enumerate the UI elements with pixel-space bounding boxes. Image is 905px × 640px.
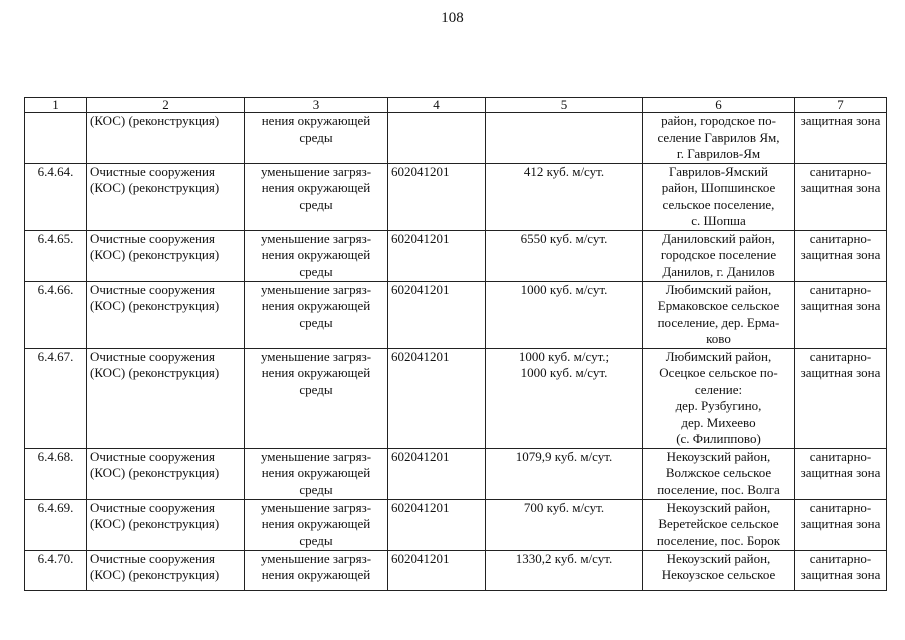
table-row [25,113,887,164]
cell-text: 6.4.64. [37,163,74,179]
code-cell [388,448,486,499]
cell-text: 6.4.65. [37,230,74,246]
object-name-cell [87,163,245,230]
cell-line: сельское поселение, [662,196,775,212]
cell-text: 602041201 [391,448,450,464]
cell-text: 6.4.68. [37,448,74,464]
cell-line: селение Гаврилов Ям, [657,129,780,145]
cell-line: нения окружающей [261,247,371,262]
cell-line: среды [299,481,333,497]
cell-line: санитарно- [809,550,872,566]
code-cell [388,499,486,550]
cell-line: (КОС) (реконструкция) [90,365,220,380]
row-number-cell [25,348,87,448]
cell-line: нения окружающей [261,465,371,480]
location-cell [643,348,795,448]
page-number: 108 [441,10,464,26]
zone-cell [795,281,887,348]
column-header: 5 [486,98,643,113]
cell-line: Некоузский район, [666,499,771,515]
cell-line: (КОС) (реконструкция) [90,567,220,582]
cell-text: 6.4.70. [37,550,74,566]
purpose-cell [245,448,388,499]
cell-line: среды [299,263,333,279]
code-cell [388,281,486,348]
table-row [25,448,887,499]
cell-line: поселение, дер. Ерма- [657,314,780,330]
zone-cell [795,113,887,164]
purpose-cell [245,550,388,590]
cell-line: уменьшение загряз- [260,499,372,515]
row-number-cell [25,281,87,348]
object-name-cell [87,448,245,499]
cell-line: поселение, пос. Борок [656,532,781,548]
cell-line: Очистные сооружения [90,348,215,364]
code-cell [388,230,486,281]
cell-line: (КОС) (реконструкция) [90,113,220,128]
cell-line: Очистные сооружения [90,281,215,297]
cell-text: 602041201 [391,163,450,179]
column-header: 4 [388,98,486,113]
cell-text: 6.4.67. [37,348,74,364]
cell-line: среды [299,196,333,212]
object-name-cell [87,113,245,164]
cell-line: нения окружающей [261,365,371,380]
cell-line: защитная зона [800,365,881,380]
capacity-cell [486,499,643,550]
cell-line: 6550 куб. м/сут. [520,230,608,246]
cell-line: (КОС) (реконструкция) [90,180,220,195]
cell-line: уменьшение загряз- [260,163,372,179]
cell-line: поселение, пос. Волга [657,481,780,497]
object-name-cell [87,281,245,348]
cell-line: Некоузский район, [666,550,771,566]
cell-line: среды [299,532,333,548]
cell-line: (КОС) (реконструкция) [90,516,220,531]
cell-line: Данилов, г. Данилов [662,263,775,279]
cell-line: санитарно- [809,348,872,364]
object-name-cell [87,550,245,590]
row-number-cell [25,113,87,164]
column-number-row [25,98,887,113]
cell-line: Некоузское сельское [661,567,776,582]
column-header: 1 [25,98,87,113]
row-number-cell [25,163,87,230]
table-body [25,113,887,591]
cell-line: нения окружающей [261,180,371,195]
capacity-cell [486,348,643,448]
table-row [25,348,887,448]
cell-line: защитная зона [800,298,881,313]
cell-line: нения окружающей [261,113,371,128]
zone-cell [795,348,887,448]
location-cell [643,163,795,230]
code-cell [388,550,486,590]
code-cell [388,348,486,448]
cell-line: 1000 куб. м/сут.; [518,348,610,364]
cell-line: 1330,2 куб. м/сут. [515,550,613,566]
cell-line: Волжское сельское [665,465,772,480]
table-row [25,281,887,348]
cell-line: нения окружающей [261,567,371,582]
cell-line: Очистные сооружения [90,163,215,179]
column-header: 3 [245,98,388,113]
cell-line: защитная зона [800,567,881,582]
cell-line: уменьшение загряз- [260,448,372,464]
row-number-cell [25,230,87,281]
cell-line: уменьшение загряз- [260,550,372,566]
table-row [25,550,887,590]
cell-line: санитарно- [809,163,872,179]
cell-line: защитная зона [800,180,881,195]
cell-line: Осецкое сельское по- [659,365,778,380]
cell-line: защитная зона [800,113,881,128]
location-cell [643,281,795,348]
cell-line: городское поселение [660,247,777,262]
cell-text: 602041201 [391,230,450,246]
cell-line: среды [299,381,333,397]
cell-line: нения окружающей [261,516,371,531]
capacity-cell [486,550,643,590]
purpose-cell [245,113,388,164]
object-name-cell [87,348,245,448]
code-cell [388,163,486,230]
cell-line: Ермаковское сельское [657,298,780,313]
column-header: 7 [795,98,887,113]
cell-line: защитная зона [800,465,881,480]
cell-text: 602041201 [391,348,450,364]
cell-line: санитарно- [809,499,872,515]
cell-line: уменьшение загряз- [260,230,372,246]
capacity-cell [486,281,643,348]
object-name-cell [87,499,245,550]
zone-cell [795,550,887,590]
cell-line: 1079,9 куб. м/сут. [515,448,613,464]
zone-cell [795,448,887,499]
cell-line: дер. Михеево [681,414,756,430]
cell-line: 700 куб. м/сут. [523,499,605,515]
purpose-cell [245,348,388,448]
object-name-cell [87,230,245,281]
table-row [25,163,887,230]
cell-line: (КОС) (реконструкция) [90,247,220,262]
cell-line: Гаврилов-Ямский [669,163,768,179]
row-number-cell [25,550,87,590]
zone-cell [795,230,887,281]
cell-line: Любимский район, [665,348,772,364]
row-number-cell [25,499,87,550]
cell-line: (КОС) (реконструкция) [90,298,220,313]
capacity-cell [486,163,643,230]
zone-cell [795,163,887,230]
capacity-cell [486,448,643,499]
cell-line: дер. Рузбугино, [675,398,762,413]
cell-line: санитарно- [809,281,872,297]
cell-line: Даниловский район, [662,230,775,246]
table-row [25,499,887,550]
cell-line: Очистные сооружения [90,550,215,566]
cell-line: (КОС) (реконструкция) [90,465,220,480]
row-number-cell [25,448,87,499]
cell-line: защитная зона [800,247,881,262]
cell-line: 1000 куб. м/сут. [520,281,608,297]
cell-line: среды [299,129,333,145]
purpose-cell [245,230,388,281]
location-cell [643,448,795,499]
cell-text: 6.4.66. [37,281,74,297]
cell-text: 602041201 [391,281,450,297]
cell-line: (с. Филиппово) [676,431,761,446]
purpose-cell [245,499,388,550]
column-header: 2 [87,98,245,113]
table-row [25,230,887,281]
cell-text: 602041201 [391,499,450,515]
cell-line: ково [706,331,731,346]
cell-text: 602041201 [391,550,450,566]
cell-line: санитарно- [809,448,872,464]
cell-line: защитная зона [800,516,881,531]
cell-line: район, Шопшинское [661,180,776,195]
cell-line: Очистные сооружения [90,230,215,246]
code-cell [388,113,486,164]
cell-line: 412 куб. м/сут. [523,163,605,179]
cell-line: уменьшение загряз- [260,281,372,297]
cell-line: с. Шопша [691,213,746,228]
cell-line: Очистные сооружения [90,448,215,464]
cell-line: район, городское по- [661,113,776,128]
location-cell [643,113,795,164]
capacity-cell [486,113,643,164]
cell-line: нения окружающей [261,298,371,313]
column-header: 6 [643,98,795,113]
cell-line: 1000 куб. м/сут. [520,365,608,380]
zone-cell [795,499,887,550]
cell-line: Некоузский район, [666,448,771,464]
cell-line: среды [299,314,333,330]
cell-text: 6.4.69. [37,499,74,515]
cell-line: Очистные сооружения [90,499,215,515]
cell-line: селение: [694,381,743,397]
objects-table [24,97,887,591]
location-cell [643,499,795,550]
cell-line: Любимский район, [665,281,772,297]
cell-line: г. Гаврилов-Ям [676,146,761,161]
cell-line: Веретейское сельское [658,516,779,531]
location-cell [643,230,795,281]
location-cell [643,550,795,590]
cell-line: санитарно- [809,230,872,246]
cell-line: уменьшение загряз- [260,348,372,364]
capacity-cell [486,230,643,281]
purpose-cell [245,163,388,230]
purpose-cell [245,281,388,348]
